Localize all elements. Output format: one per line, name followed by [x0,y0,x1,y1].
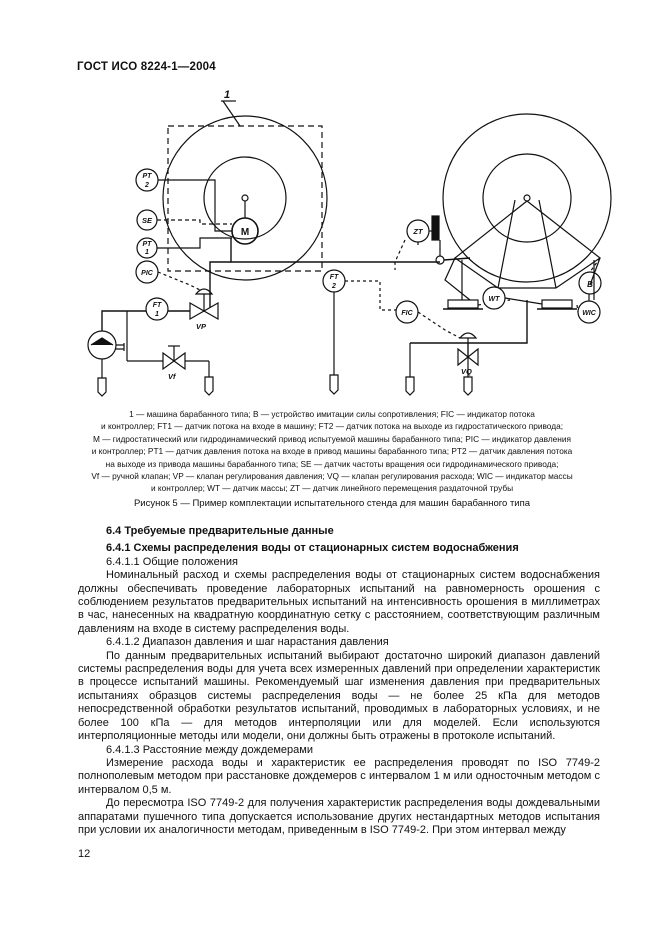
sensor-pt1 [137,238,157,258]
subsubsection-title: 6.4.1.3 Расстояние между дождемерами [106,743,313,756]
page-number: 12 [78,848,91,860]
controller-wic [578,301,600,323]
svg-text:1: 1 [145,249,149,256]
legend-line: 1 — машина барабанного типа; B — устройство имитации силы сопротивления; FIC — индикатор потока [129,409,535,419]
svg-text:FT: FT [329,274,339,281]
outlet-ft2 [330,375,338,394]
drum-axle [242,195,248,201]
valve-vp [190,289,218,331]
paragraph: Номинальный расход и схемы распределения воды от стационарных систем водоснабжения должны обеспечивать проведение лабораторных испытаний на равномерность орошения с соблюдением результатов предварительных испытаний на интенсивность орошения в миллиметрах в час, нанесенных на квадратную координатную сетку с расстоянием, соответствующим различным давлениям на входе в систему распределения воды. [78,569,600,635]
controller-fic [396,301,418,323]
outlet-pump [98,378,106,396]
svg-text:SE: SE [141,216,153,225]
document-header: ГОСТ ИСО 8224-1—2004 [77,61,216,73]
paragraph: Измерение расхода воды и характеристик ее распределения проводят по ISO 7749-2 полнополевым методом при расстановке дождемеров с интервалом 1 м или односточным методом с интервалом 0,5 м. [78,756,600,796]
valve-vf [163,346,185,381]
svg-text:WT: WT [488,296,500,303]
svg-text:2: 2 [332,283,336,290]
svg-text:2: 2 [145,182,149,189]
drum-right-outer-circle [443,114,611,282]
subsection-title: 6.4.1 Схемы распределения воды от стационарных систем водоснабжения [106,542,519,555]
paragraph: По данным предварительных испытаний выбирают достаточно широкий диапазон давлений системы распределения воды для учета всех измеренных давлений при определении характеристик в процессе испытаний машины. Рекомендуемый шаг изменения давления при предварительных испытаниях образцов системы распределения воды — не более 25 кПа для методов непосредственной обработки результатов испытаний, проводимых в лабораторных условиях, и не более 100 кПа — для методов интерполяции или для моделей. Если используются интерполяционные методы или модели, они должны быть отражены в протоколе испытаний. [78,649,600,743]
legend-line: и контроллер; FT1 — датчик потока на входе в машину; FT2 — датчик потока на выходе из гидростатического привода; [101,421,563,432]
section-body [78,525,600,837]
legend-line: M — гидростатический или гидродинамический привод испытуемой машины барабанного типа; PIC — индикатор давления [92,433,571,444]
sensor-wt [483,287,505,309]
sensor-ft2 [323,270,345,292]
valve-vq [458,333,478,376]
svg-text:VP: VP [196,322,207,331]
legend-line: и контроллер; WT — датчик массы; ZT — датчик линейного перемещения раздаточной трубы [150,483,514,494]
svg-text:FT: FT [152,302,162,309]
figure-caption: Рисунок 5 — Пример комплектации испытательного стенда для машин барабанного типа [133,498,531,509]
sensor-se [137,210,157,230]
svg-text:B: B [587,280,593,289]
drum-outer-circle [163,116,327,280]
svg-text:PIC: PIC [141,270,153,277]
figure-legend [72,408,592,495]
drum-right-inner-circle [483,154,571,242]
legend-line: Vf — ручной клапан; VP — клапан регулирования давления; VQ — клапан регулирования расхода; WIC — индикатор массы [91,471,573,482]
sensor-pt2 [136,169,158,191]
legend-line: на выходе из привода машины барабанного типа; SE — датчик частоты вращения оси гидродинамического привода; [105,458,559,469]
motor-m [232,218,258,244]
subsubsection-title: 6.4.1.1 Общие положения [106,555,238,568]
resistance-device-b [579,272,601,294]
line-pt2-motor [158,180,232,231]
outlet-vf [205,377,213,395]
sensor-ft1 [146,298,168,320]
svg-text:Vf: Vf [168,372,176,381]
callout-leader [223,101,240,126]
svg-text:1: 1 [155,311,159,318]
subsubsection-title: 6.4.1.2 Диапазон давления и шаг нарастания давления [106,636,389,649]
drum-machine-right [443,114,611,300]
svg-text:VQ: VQ [461,367,472,376]
weigh-pad-right [542,300,572,308]
sensor-zt [407,220,429,242]
svg-text:FIC: FIC [401,310,413,317]
callout-1-label: 1 [224,89,231,101]
legend-line: и контроллер; PT1 — датчик давления потока на входе в привод машины барабанного типа; PT2 — датчик давления потока [91,446,573,457]
paragraph: До пересмотра ISO 7749-2 для получения характеристик распределения воды дождевальными аппаратами пушечного типа допускается использование других нестандартных методов испытания при условии их аналогичности методам, приведенным в ISO 7749-2. При этом интервал между [78,797,600,836]
svg-text:PT: PT [142,241,152,248]
motor-m-label: M [240,227,250,238]
svg-text:ZT: ZT [413,227,423,236]
weigh-pad-left [448,300,478,308]
outlet-vq [464,377,472,395]
drum-machine-left [163,89,327,280]
controller-pic [136,261,158,283]
section-title: 6.4 Требуемые предварительные данные [106,525,334,537]
machine-boundary [168,126,322,271]
svg-text:PT: PT [142,173,152,180]
zt-actuator [432,216,439,240]
svg-text:WIC: WIC [582,310,596,317]
test-stand-diagram [0,0,661,410]
pump [88,331,116,359]
outlet-vq-left [406,377,414,395]
